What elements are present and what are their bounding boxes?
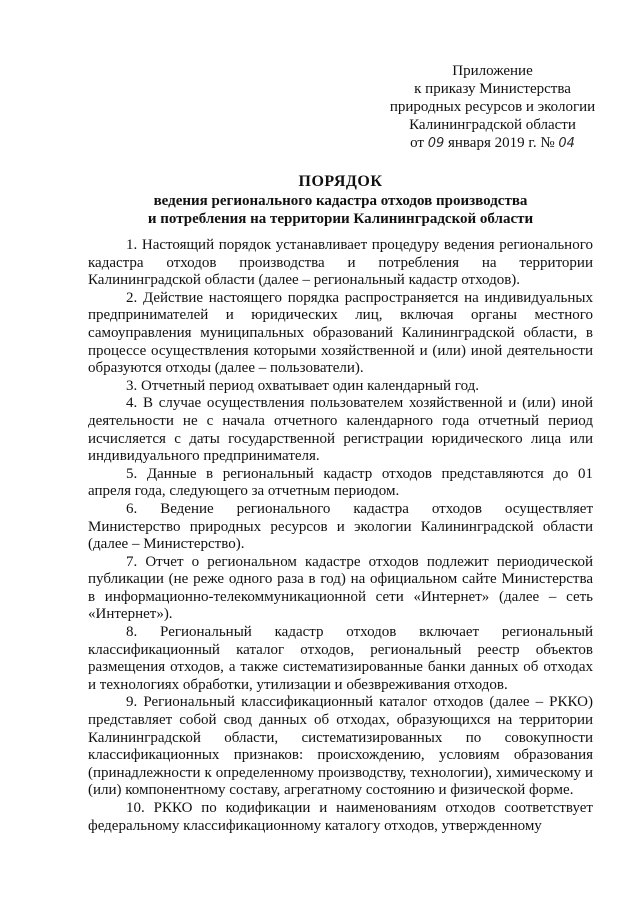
appendix-order-line: к приказу Министерства bbox=[414, 81, 571, 97]
paragraph-6: 6. Ведение регионального кадастра отходов осуществляет Министерство природных ресурсов и экологии Калининградской области (далее – Министерство). bbox=[88, 500, 593, 553]
document-title-block bbox=[88, 172, 593, 228]
appendix-region-line: Калининградской области bbox=[409, 117, 576, 133]
appendix-date-line bbox=[380, 134, 605, 153]
paragraph-1: 1. Настоящий порядок устанавливает процедуру ведения регионального кадастра отходов производства и потребления на территории Калининградской области (далее – региональный кадастр отходов). bbox=[88, 237, 593, 289]
appendix-title: Приложение bbox=[452, 63, 533, 79]
paragraph-3: 3. Отчетный период охватывает один календарный год. bbox=[126, 377, 480, 394]
appendix-header bbox=[380, 62, 605, 153]
paragraph-7: 7. Отчет о региональном кадастре отходов подлежит периодической публикации (не реже одного раза в год) на официальном сайте Министерства в информационно-телекоммуникационной сети «Интернет» (далее – сеть «Интернет»). bbox=[88, 553, 593, 623]
date-prefix: от bbox=[410, 135, 424, 151]
paragraph-5: 5. Данные в региональный кадастр отходов представляются до 01 апреля года, следующего за отчетным периодом. bbox=[88, 465, 593, 500]
document-body bbox=[88, 237, 593, 835]
paragraph-9: 9. Региональный классификационный каталог отходов (далее – РККО) представляет собой свод данных об отходах, образующихся на территории Калининградской области, систематизированных по совокупности классификационных признаков: происхождению, условиям образования (принадлежности к определенному производству, технологии), химическому и (или) компонентному составу, агрегатному состоянию и физической форме. bbox=[88, 694, 593, 799]
order-number-handwritten: 04 bbox=[558, 136, 575, 151]
paragraph-10: 10. РККО по кодификации и наименованиям отходов соответствует федеральному классификационному каталогу отходов, утвержденному bbox=[88, 800, 593, 834]
paragraph-2: 2. Действие настоящего порядка распространяется на индивидуальных предпринимателей и юридических лиц, включая органы местного самоуправления муниципальных образований Калининградской области, в процессе осуществления которыми хозяйственной и (или) иной деятельности образуются отходы (далее – пользователи). bbox=[88, 289, 593, 377]
document-subtitle-line-1: ведения регионального кадастра отходов производства bbox=[153, 193, 528, 209]
paragraph-4: 4. В случае осуществления пользователем хозяйственной и (или) иной деятельности не с начала отчетного календарного года отчетный период исчисляется с даты государственной регистрации юридического лица или индивидуального предпринимателя. bbox=[88, 395, 593, 465]
date-day-handwritten: 09 bbox=[427, 136, 445, 151]
appendix-ministry-line: природных ресурсов и экологии bbox=[389, 99, 596, 115]
document-title: ПОРЯДОК bbox=[298, 173, 383, 190]
document-subtitle-line-2: и потребления на территории Калининградской области bbox=[147, 211, 534, 227]
date-rest: января 2019 г. № bbox=[447, 135, 555, 151]
paragraph-8: 8. Региональный кадастр отходов включает региональный классификационный каталог отходов, региональный реестр объектов размещения отходов, а также систематизированные банки данных об отходах и технологиях обработки, утилизации и обезвреживания отходов. bbox=[88, 624, 593, 693]
